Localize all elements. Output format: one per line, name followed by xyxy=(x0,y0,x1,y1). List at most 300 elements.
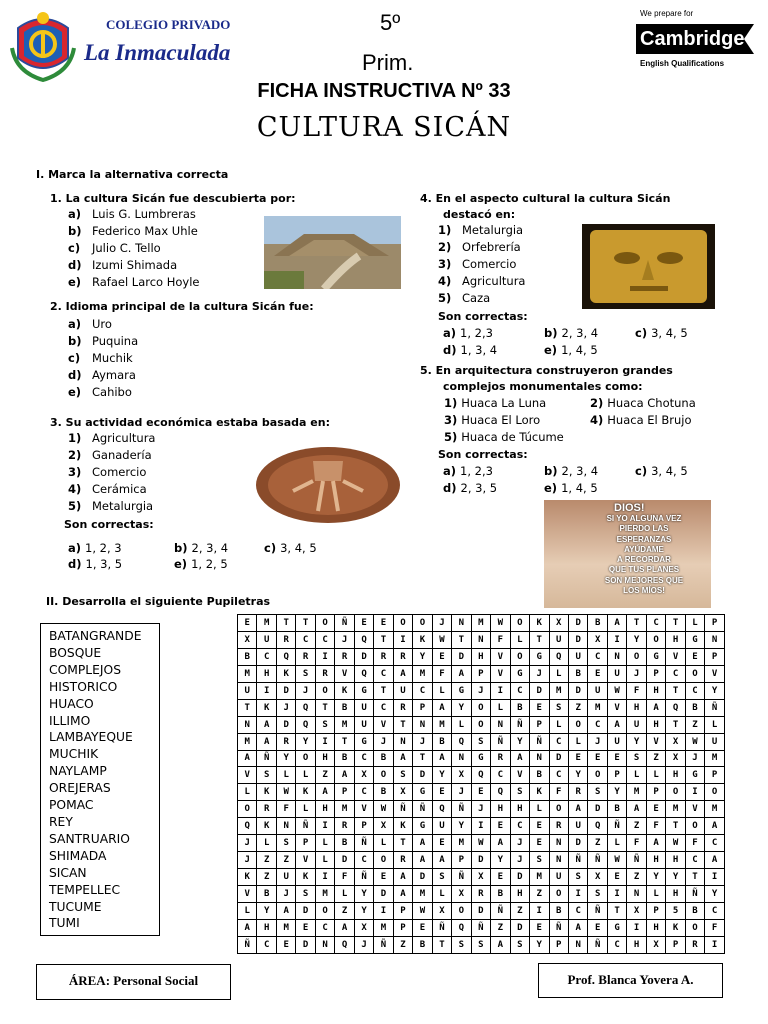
grid-cell[interactable]: Y xyxy=(666,869,685,886)
grid-cell[interactable]: W xyxy=(685,733,704,750)
grid-cell[interactable]: H xyxy=(646,716,665,733)
grid-cell[interactable]: Q xyxy=(354,665,373,682)
grid-cell[interactable]: I xyxy=(705,936,725,953)
grid-cell[interactable]: O xyxy=(315,615,334,632)
grid-cell[interactable]: N xyxy=(393,733,412,750)
grid-cell[interactable]: U xyxy=(354,716,373,733)
grid-cell[interactable]: O xyxy=(471,716,490,733)
grid-cell[interactable]: E xyxy=(530,699,549,716)
grid-cell[interactable]: O xyxy=(685,818,704,835)
grid-cell[interactable]: O xyxy=(568,716,587,733)
grid-cell[interactable]: J xyxy=(276,886,295,903)
grid-cell[interactable]: R xyxy=(471,886,490,903)
grid-cell[interactable]: I xyxy=(627,919,646,936)
grid-cell[interactable]: M xyxy=(549,682,568,699)
grid-cell[interactable]: R xyxy=(257,801,276,818)
grid-cell[interactable]: C xyxy=(588,648,607,665)
grid-cell[interactable]: K xyxy=(257,699,276,716)
grid-cell[interactable]: H xyxy=(646,919,665,936)
grid-cell[interactable]: A xyxy=(491,835,510,852)
grid-cell[interactable]: Q xyxy=(296,699,315,716)
answer-option[interactable] xyxy=(635,464,688,478)
grid-cell[interactable]: A xyxy=(568,801,587,818)
grid-cell[interactable]: B xyxy=(530,767,549,784)
grid-cell[interactable]: C xyxy=(607,936,626,953)
grid-cell[interactable]: S xyxy=(257,767,276,784)
grid-cell[interactable]: E xyxy=(238,615,257,632)
grid-cell[interactable]: L xyxy=(257,835,276,852)
grid-cell[interactable]: D xyxy=(510,869,529,886)
grid-cell[interactable]: M xyxy=(374,919,393,936)
grid-cell[interactable]: J xyxy=(530,665,549,682)
grid-cell[interactable]: U xyxy=(393,682,412,699)
grid-cell[interactable]: V xyxy=(238,886,257,903)
grid-cell[interactable]: M xyxy=(413,665,432,682)
grid-cell[interactable]: Q xyxy=(354,631,373,648)
answer-option[interactable] xyxy=(68,557,122,571)
grid-cell[interactable]: N xyxy=(413,716,432,733)
grid-cell[interactable]: I xyxy=(705,869,725,886)
grid-cell[interactable]: R xyxy=(393,852,412,869)
option-item[interactable] xyxy=(68,465,146,479)
answer-option[interactable] xyxy=(443,326,493,340)
grid-cell[interactable]: Y xyxy=(452,699,471,716)
grid-cell[interactable]: D xyxy=(296,936,315,953)
grid-cell[interactable]: E xyxy=(568,750,587,767)
answer-option[interactable] xyxy=(174,557,228,571)
grid-cell[interactable]: D xyxy=(354,648,373,665)
grid-cell[interactable]: U xyxy=(607,733,626,750)
grid-cell[interactable]: A xyxy=(413,835,432,852)
grid-cell[interactable]: X xyxy=(646,936,665,953)
grid-cell[interactable]: A xyxy=(491,936,510,953)
grid-cell[interactable]: P xyxy=(607,767,626,784)
grid-cell[interactable]: Z xyxy=(530,886,549,903)
grid-cell[interactable]: A xyxy=(627,801,646,818)
grid-cell[interactable]: C xyxy=(685,682,704,699)
grid-cell[interactable]: J xyxy=(452,784,471,801)
grid-cell[interactable]: V xyxy=(607,699,626,716)
option-item[interactable] xyxy=(68,482,147,496)
grid-cell[interactable]: M xyxy=(705,750,725,767)
grid-cell[interactable]: O xyxy=(549,886,568,903)
grid-cell[interactable]: T xyxy=(238,699,257,716)
grid-cell[interactable]: O xyxy=(588,767,607,784)
grid-cell[interactable]: I xyxy=(530,902,549,919)
grid-cell[interactable]: W xyxy=(374,801,393,818)
grid-cell[interactable]: L xyxy=(315,835,334,852)
grid-cell[interactable]: Q xyxy=(491,784,510,801)
grid-cell[interactable]: D xyxy=(471,902,490,919)
grid-cell[interactable]: J xyxy=(413,733,432,750)
grid-cell[interactable]: Q xyxy=(549,648,568,665)
grid-cell[interactable]: J xyxy=(354,936,373,953)
grid-cell[interactable]: U xyxy=(588,682,607,699)
grid-cell[interactable]: H xyxy=(315,750,334,767)
grid-cell[interactable]: K xyxy=(530,615,549,632)
answer-option[interactable] xyxy=(544,464,598,478)
grid-cell[interactable]: R xyxy=(335,818,354,835)
grid-cell[interactable]: M xyxy=(276,919,295,936)
grid-cell[interactable]: P xyxy=(666,936,685,953)
grid-cell[interactable]: I xyxy=(257,682,276,699)
answer-option[interactable] xyxy=(264,541,317,555)
grid-cell[interactable]: Ñ xyxy=(393,801,412,818)
grid-cell[interactable]: B xyxy=(607,801,626,818)
grid-cell[interactable]: T xyxy=(296,615,315,632)
answer-option[interactable] xyxy=(443,464,493,478)
grid-cell[interactable]: C xyxy=(510,818,529,835)
grid-cell[interactable]: H xyxy=(510,886,529,903)
answer-option[interactable] xyxy=(443,343,497,357)
grid-cell[interactable]: M xyxy=(413,886,432,903)
grid-cell[interactable]: B xyxy=(568,665,587,682)
grid-cell[interactable]: X xyxy=(452,886,471,903)
grid-cell[interactable]: Ñ xyxy=(685,886,704,903)
grid-cell[interactable]: L xyxy=(646,767,665,784)
grid-cell[interactable]: D xyxy=(374,886,393,903)
grid-cell[interactable]: O xyxy=(471,699,490,716)
grid-cell[interactable]: C xyxy=(374,699,393,716)
grid-cell[interactable]: E xyxy=(354,615,373,632)
grid-cell[interactable]: C xyxy=(354,784,373,801)
grid-cell[interactable]: K xyxy=(276,665,295,682)
grid-cell[interactable]: X xyxy=(666,750,685,767)
grid-cell[interactable]: N xyxy=(549,835,568,852)
grid-cell[interactable]: J xyxy=(238,835,257,852)
grid-cell[interactable]: N xyxy=(471,631,490,648)
grid-cell[interactable]: K xyxy=(530,784,549,801)
grid-cell[interactable]: R xyxy=(276,631,295,648)
grid-cell[interactable]: Z xyxy=(646,750,665,767)
grid-cell[interactable]: C xyxy=(568,902,587,919)
grid-cell[interactable]: R xyxy=(315,665,334,682)
grid-cell[interactable]: O xyxy=(315,902,334,919)
grid-cell[interactable]: Ñ xyxy=(354,835,373,852)
grid-cell[interactable]: D xyxy=(335,852,354,869)
grid-cell[interactable]: N xyxy=(452,750,471,767)
grid-cell[interactable]: S xyxy=(588,784,607,801)
grid-cell[interactable]: D xyxy=(296,902,315,919)
grid-cell[interactable]: J xyxy=(471,682,490,699)
grid-cell[interactable]: E xyxy=(530,818,549,835)
grid-cell[interactable]: M xyxy=(471,615,490,632)
grid-cell[interactable]: U xyxy=(432,818,451,835)
grid-cell[interactable]: X xyxy=(588,869,607,886)
grid-cell[interactable]: L xyxy=(530,801,549,818)
grid-cell[interactable]: A xyxy=(238,750,257,767)
grid-cell[interactable]: B xyxy=(685,699,704,716)
option-item[interactable] xyxy=(438,291,490,305)
grid-cell[interactable]: A xyxy=(646,699,665,716)
grid-cell[interactable]: D xyxy=(510,919,529,936)
grid-cell[interactable]: N xyxy=(549,852,568,869)
grid-cell[interactable]: C xyxy=(354,750,373,767)
grid-cell[interactable]: Z xyxy=(627,818,646,835)
grid-cell[interactable]: E xyxy=(530,835,549,852)
grid-cell[interactable]: C xyxy=(510,682,529,699)
grid-cell[interactable]: D xyxy=(568,682,587,699)
grid-cell[interactable]: I xyxy=(491,682,510,699)
grid-cell[interactable]: M xyxy=(588,699,607,716)
grid-cell[interactable]: L xyxy=(607,835,626,852)
grid-cell[interactable]: I xyxy=(607,886,626,903)
grid-cell[interactable]: A xyxy=(568,919,587,936)
grid-cell[interactable]: Ñ xyxy=(335,615,354,632)
grid-cell[interactable]: D xyxy=(568,615,587,632)
grid-cell[interactable]: M xyxy=(432,716,451,733)
grid-cell[interactable]: L xyxy=(238,902,257,919)
grid-cell[interactable]: L xyxy=(374,835,393,852)
grid-cell[interactable]: S xyxy=(471,936,490,953)
grid-cell[interactable]: J xyxy=(510,852,529,869)
grid-cell[interactable]: L xyxy=(491,699,510,716)
grid-cell[interactable]: K xyxy=(296,784,315,801)
grid-cell[interactable]: B xyxy=(335,750,354,767)
grid-cell[interactable]: Ñ xyxy=(471,919,490,936)
option-item[interactable] xyxy=(438,223,523,237)
grid-cell[interactable]: R xyxy=(491,750,510,767)
grid-cell[interactable]: Q xyxy=(666,699,685,716)
option-item[interactable] xyxy=(68,334,138,348)
grid-cell[interactable]: Ñ xyxy=(491,733,510,750)
grid-cell[interactable]: B xyxy=(374,784,393,801)
grid-cell[interactable]: V xyxy=(296,852,315,869)
grid-cell[interactable]: T xyxy=(452,631,471,648)
grid-cell[interactable]: D xyxy=(568,835,587,852)
grid-cell[interactable]: Y xyxy=(646,869,665,886)
grid-cell[interactable]: C xyxy=(685,852,704,869)
grid-cell[interactable]: Y xyxy=(413,648,432,665)
grid-cell[interactable]: C xyxy=(413,682,432,699)
grid-cell[interactable]: N xyxy=(705,631,725,648)
grid-cell[interactable]: A xyxy=(607,716,626,733)
grid-cell[interactable]: H xyxy=(666,767,685,784)
grid-cell[interactable]: N xyxy=(238,716,257,733)
grid-cell[interactable]: T xyxy=(530,631,549,648)
grid-cell[interactable]: J xyxy=(276,699,295,716)
grid-cell[interactable]: P xyxy=(354,818,373,835)
grid-cell[interactable]: I xyxy=(393,631,412,648)
option-item[interactable] xyxy=(68,224,198,238)
option-item[interactable] xyxy=(68,448,152,462)
grid-cell[interactable]: V xyxy=(491,665,510,682)
grid-cell[interactable]: H xyxy=(257,665,276,682)
grid-cell[interactable]: X xyxy=(471,869,490,886)
grid-cell[interactable]: E xyxy=(432,648,451,665)
option-item[interactable] xyxy=(68,351,133,365)
answer-option[interactable] xyxy=(174,541,228,555)
answer-option[interactable] xyxy=(544,343,598,357)
grid-cell[interactable]: G xyxy=(685,631,704,648)
option-item[interactable] xyxy=(68,275,200,289)
option-item[interactable] xyxy=(68,385,132,399)
grid-cell[interactable]: Ñ xyxy=(413,801,432,818)
grid-cell[interactable]: O xyxy=(296,750,315,767)
grid-cell[interactable]: L xyxy=(432,682,451,699)
grid-cell[interactable]: Q xyxy=(238,818,257,835)
grid-cell[interactable]: P xyxy=(530,716,549,733)
option-item[interactable] xyxy=(438,240,521,254)
grid-cell[interactable]: A xyxy=(257,733,276,750)
grid-cell[interactable]: Z xyxy=(568,699,587,716)
grid-cell[interactable]: Ñ xyxy=(257,750,276,767)
grid-cell[interactable]: H xyxy=(257,919,276,936)
grid-cell[interactable]: C xyxy=(705,902,725,919)
grid-cell[interactable]: B xyxy=(257,886,276,903)
grid-cell[interactable]: O xyxy=(685,665,704,682)
grid-cell[interactable]: C xyxy=(705,835,725,852)
grid-cell[interactable]: O xyxy=(413,615,432,632)
grid-cell[interactable]: Z xyxy=(257,852,276,869)
grid-cell[interactable]: H xyxy=(666,886,685,903)
grid-cell[interactable]: M xyxy=(452,835,471,852)
grid-cell[interactable]: B xyxy=(432,733,451,750)
grid-cell[interactable]: Ñ xyxy=(354,869,373,886)
grid-cell[interactable]: K xyxy=(238,869,257,886)
option-item[interactable] xyxy=(68,431,155,445)
grid-cell[interactable]: R xyxy=(335,648,354,665)
grid-cell[interactable]: S xyxy=(530,852,549,869)
grid-cell[interactable]: L xyxy=(685,615,704,632)
grid-cell[interactable]: V xyxy=(238,767,257,784)
grid-cell[interactable]: V xyxy=(705,665,725,682)
grid-cell[interactable]: Y xyxy=(568,767,587,784)
grid-cell[interactable]: S xyxy=(296,665,315,682)
grid-cell[interactable]: V xyxy=(646,733,665,750)
grid-cell[interactable]: K xyxy=(257,784,276,801)
grid-cell[interactable]: T xyxy=(335,733,354,750)
grid-cell[interactable]: F xyxy=(491,631,510,648)
grid-cell[interactable]: P xyxy=(646,902,665,919)
grid-cell[interactable]: Ñ xyxy=(530,733,549,750)
grid-cell[interactable]: F xyxy=(276,801,295,818)
grid-cell[interactable]: S xyxy=(510,784,529,801)
grid-cell[interactable]: F xyxy=(335,869,354,886)
grid-cell[interactable]: T xyxy=(393,835,412,852)
grid-cell[interactable]: G xyxy=(354,733,373,750)
grid-cell[interactable]: T xyxy=(666,818,685,835)
grid-cell[interactable]: D xyxy=(452,648,471,665)
grid-cell[interactable]: P xyxy=(296,835,315,852)
grid-cell[interactable]: M xyxy=(705,801,725,818)
grid-cell[interactable]: Ñ xyxy=(627,852,646,869)
option-item[interactable] xyxy=(444,413,540,427)
grid-cell[interactable]: I xyxy=(374,902,393,919)
grid-cell[interactable]: T xyxy=(374,631,393,648)
answer-option[interactable] xyxy=(544,326,598,340)
grid-cell[interactable]: W xyxy=(432,631,451,648)
grid-cell[interactable]: P xyxy=(393,902,412,919)
grid-cell[interactable]: S xyxy=(549,699,568,716)
grid-cell[interactable]: X xyxy=(452,767,471,784)
grid-cell[interactable]: W xyxy=(666,835,685,852)
grid-cell[interactable]: C xyxy=(646,615,665,632)
grid-cell[interactable]: U xyxy=(238,682,257,699)
word-search-grid[interactable] xyxy=(237,614,725,954)
grid-cell[interactable]: S xyxy=(452,936,471,953)
grid-cell[interactable]: G xyxy=(413,818,432,835)
grid-cell[interactable]: Y xyxy=(530,936,549,953)
grid-cell[interactable]: W xyxy=(413,902,432,919)
grid-cell[interactable]: Ñ xyxy=(374,936,393,953)
grid-cell[interactable]: N xyxy=(452,615,471,632)
grid-cell[interactable]: T xyxy=(666,716,685,733)
grid-cell[interactable]: T xyxy=(276,615,295,632)
grid-cell[interactable]: Ñ xyxy=(588,852,607,869)
grid-cell[interactable]: O xyxy=(666,784,685,801)
grid-cell[interactable]: X xyxy=(588,631,607,648)
grid-cell[interactable]: M xyxy=(666,801,685,818)
grid-cell[interactable]: A xyxy=(335,919,354,936)
grid-cell[interactable]: B xyxy=(588,615,607,632)
grid-cell[interactable]: S xyxy=(296,886,315,903)
grid-cell[interactable]: T xyxy=(666,615,685,632)
grid-cell[interactable]: S xyxy=(588,886,607,903)
grid-cell[interactable]: L xyxy=(335,886,354,903)
grid-cell[interactable]: X xyxy=(666,733,685,750)
grid-cell[interactable]: Ñ xyxy=(588,902,607,919)
grid-cell[interactable]: Y xyxy=(627,631,646,648)
grid-cell[interactable]: A xyxy=(705,818,725,835)
grid-cell[interactable]: V xyxy=(510,767,529,784)
grid-cell[interactable]: H xyxy=(510,801,529,818)
grid-cell[interactable]: D xyxy=(549,750,568,767)
grid-cell[interactable]: H xyxy=(627,699,646,716)
grid-cell[interactable]: Ñ xyxy=(452,869,471,886)
grid-cell[interactable]: M xyxy=(315,886,334,903)
grid-cell[interactable]: E xyxy=(374,869,393,886)
grid-cell[interactable]: K xyxy=(335,682,354,699)
answer-option[interactable] xyxy=(443,481,497,495)
grid-cell[interactable]: C xyxy=(666,665,685,682)
grid-cell[interactable]: G xyxy=(530,648,549,665)
option-item[interactable] xyxy=(590,413,692,427)
grid-cell[interactable]: X xyxy=(374,818,393,835)
grid-cell[interactable]: R xyxy=(568,784,587,801)
grid-cell[interactable]: Y xyxy=(276,750,295,767)
grid-cell[interactable]: P xyxy=(471,665,490,682)
grid-cell[interactable]: F xyxy=(549,784,568,801)
grid-cell[interactable]: Ñ xyxy=(452,801,471,818)
grid-cell[interactable]: B xyxy=(335,835,354,852)
grid-cell[interactable]: Y xyxy=(296,733,315,750)
grid-cell[interactable]: M xyxy=(530,869,549,886)
grid-cell[interactable]: A xyxy=(432,699,451,716)
grid-cell[interactable]: L xyxy=(296,801,315,818)
option-item[interactable] xyxy=(590,396,696,410)
grid-cell[interactable]: D xyxy=(276,716,295,733)
grid-cell[interactable]: L xyxy=(296,767,315,784)
grid-cell[interactable]: Ñ xyxy=(607,818,626,835)
grid-cell[interactable]: M xyxy=(335,716,354,733)
grid-cell[interactable]: M xyxy=(335,801,354,818)
grid-cell[interactable]: L xyxy=(549,665,568,682)
grid-cell[interactable]: Z xyxy=(588,835,607,852)
grid-cell[interactable]: A xyxy=(393,869,412,886)
grid-cell[interactable]: B xyxy=(238,648,257,665)
grid-cell[interactable]: B xyxy=(549,902,568,919)
grid-cell[interactable]: P xyxy=(413,699,432,716)
grid-cell[interactable]: H xyxy=(646,852,665,869)
grid-cell[interactable]: J xyxy=(374,733,393,750)
grid-cell[interactable]: P xyxy=(705,767,725,784)
grid-cell[interactable]: V xyxy=(354,801,373,818)
grid-cell[interactable]: I xyxy=(568,886,587,903)
grid-cell[interactable]: F xyxy=(705,919,725,936)
grid-cell[interactable]: A xyxy=(413,852,432,869)
grid-cell[interactable]: O xyxy=(374,767,393,784)
